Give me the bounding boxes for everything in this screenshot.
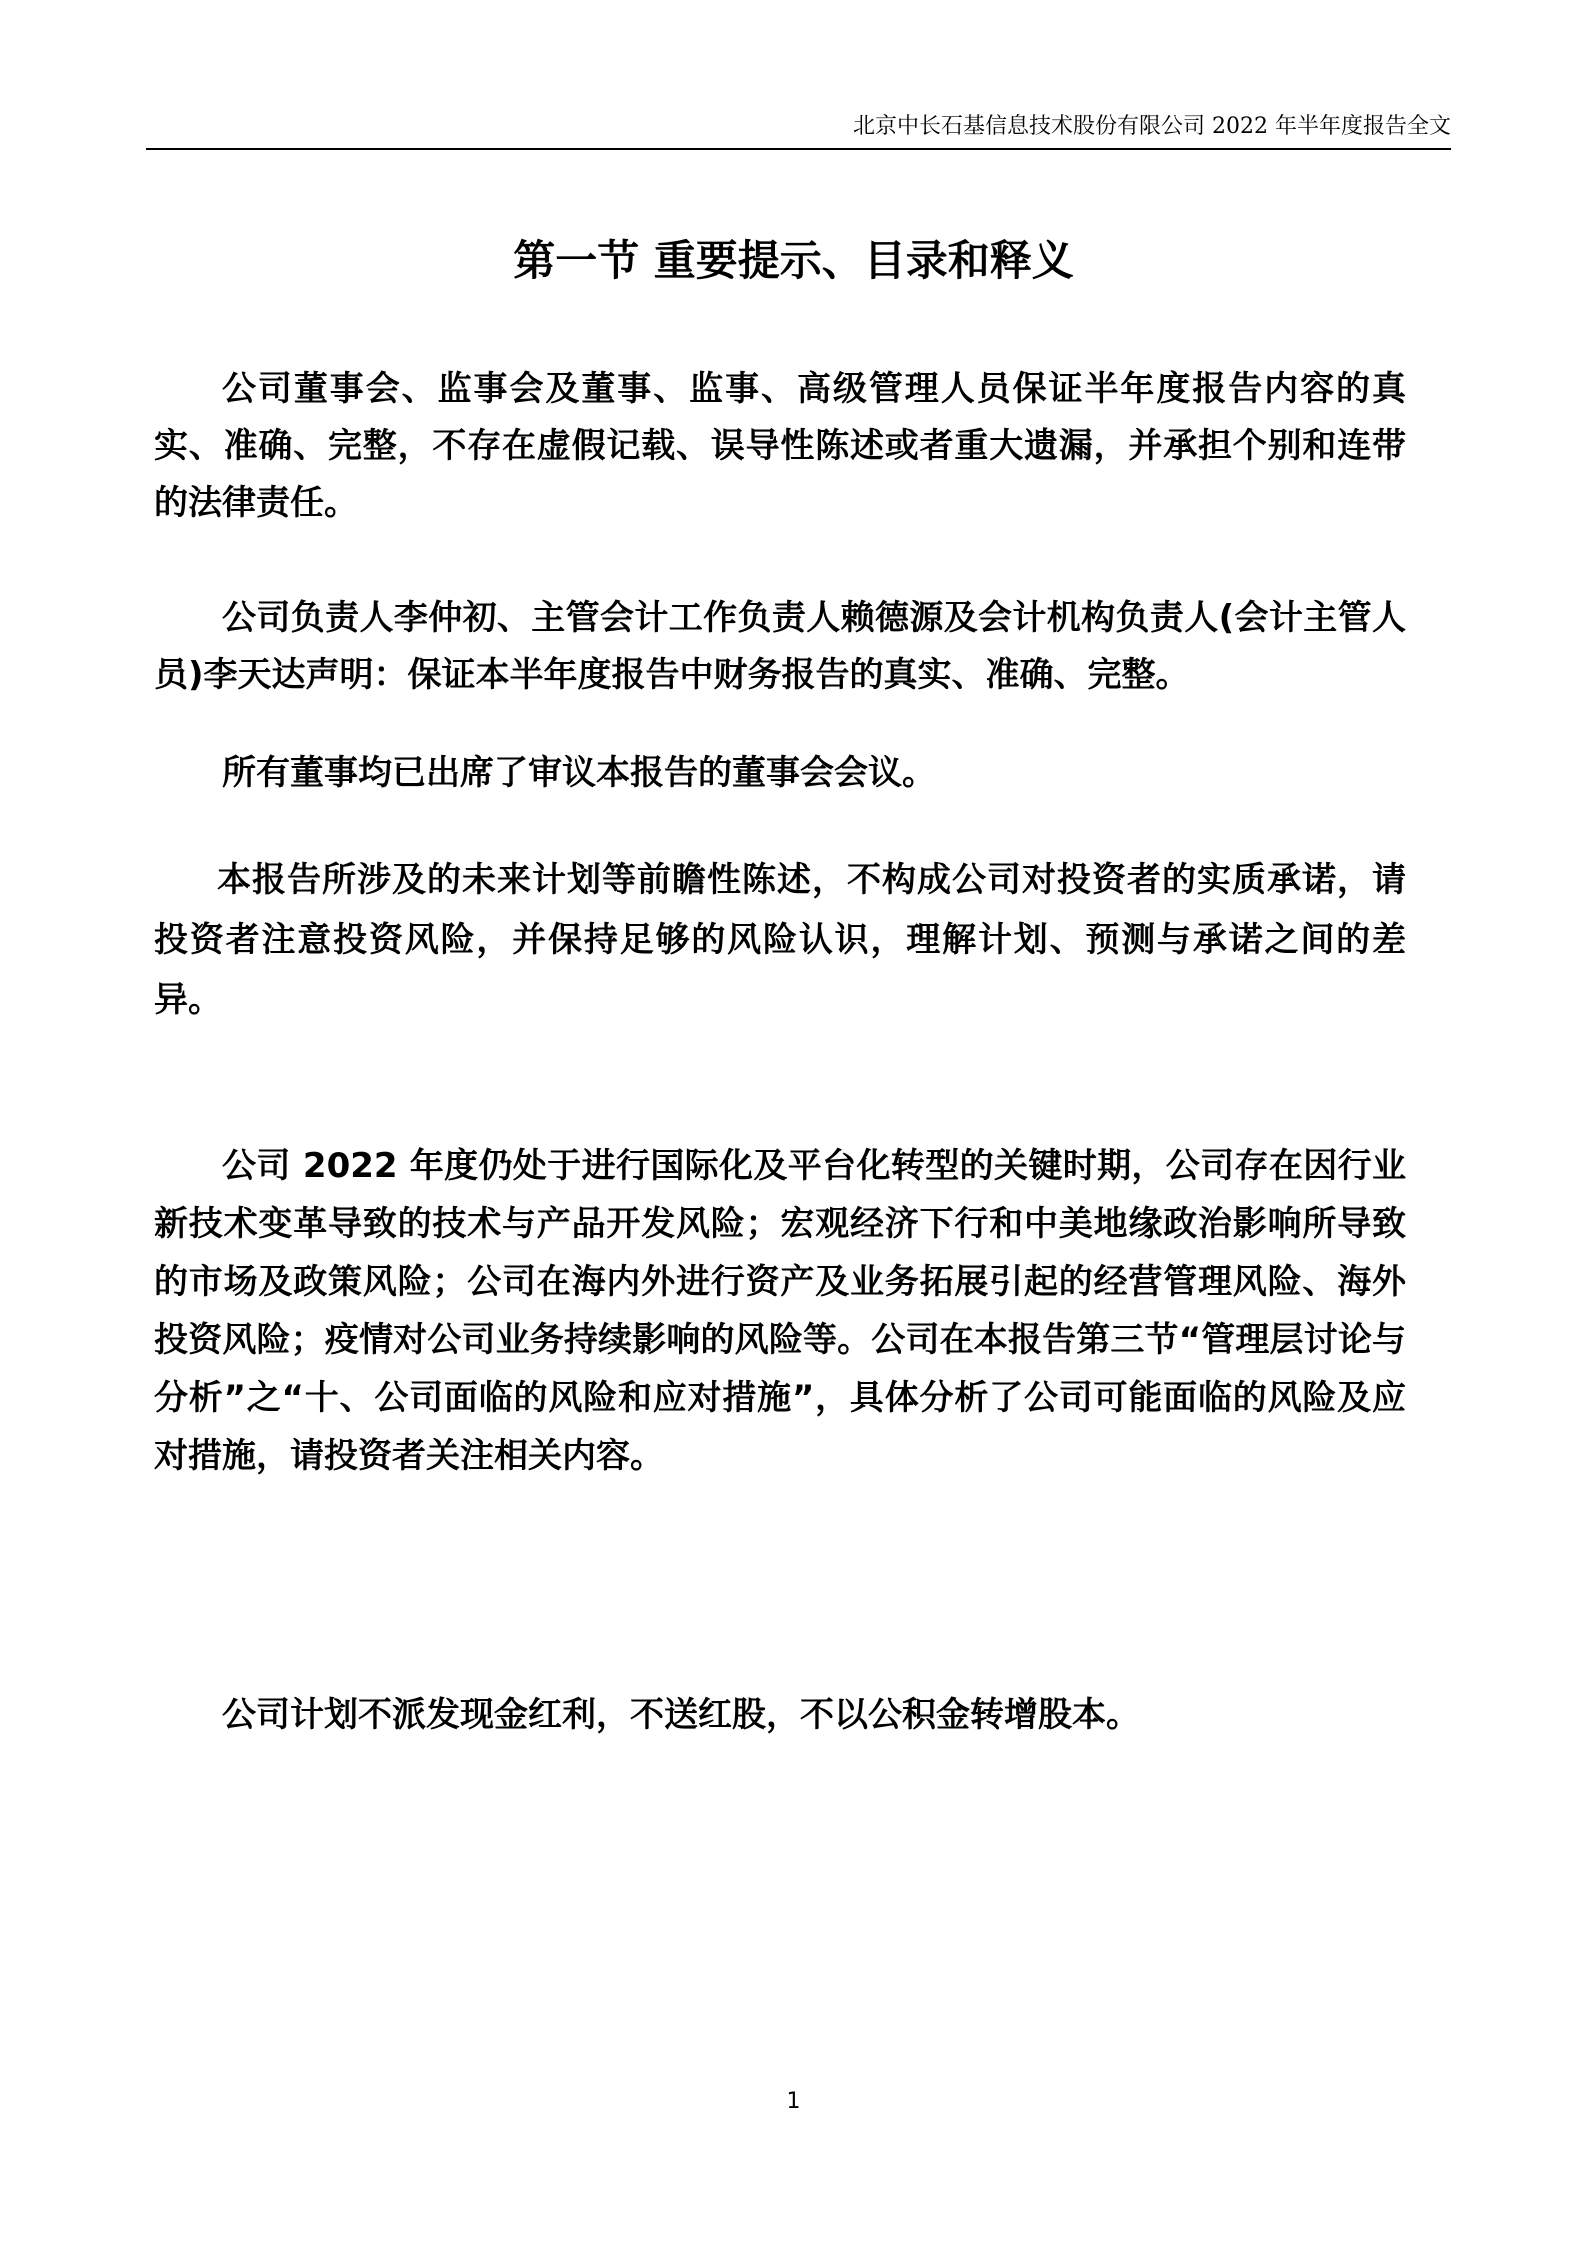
risk-disclosure-paragraph: 公司 2022 年度仍处于进行国际化及平台化转型的关键时期，公司存在因行业新技术变革导致的技术与产品开发风险；宏观经济下行和中美地缘政治影响所导致的市场及政策风险；公司在海内外进行资产及业务拓展引起的经营管理风险、海外投资风险；疫情对公司业务持续影响的风险等。公司在本报告第三节“管理层讨论与分析”之“十、公司面临的风险和应对措施”，具体分析了公司可能面临的风险及应对措施，请投资者关注相关内容。 <box>154 1146 1406 1476</box>
page-number: 1 <box>786 2089 801 2114</box>
header-divider <box>146 148 1451 150</box>
responsible-persons-statement: 公司负责人李仲初、主管会计工作负责人赖德源及会计机构负责人(会计主管人员)李天达声明：保证本半年度报告中财务报告的真实、准确、完整。 <box>154 598 1406 695</box>
forward-looking-disclaimer: 本报告所涉及的未来计划等前瞻性陈述，不构成公司对投资者的实质承诺，请投资者注意投资风险，并保持足够的风险认识，理解计划、预测与承诺之间的差异。 <box>154 860 1406 1020</box>
board-guarantee-paragraph: 公司董事会、监事会及董事、监事、高级管理人员保证半年度报告内容的真实、准确、完整，不存在虚假记载、误导性陈述或者重大遗漏，并承担个别和连带的法律责任。 <box>154 369 1406 523</box>
running-header: 北京中长石基信息技术股份有限公司 2022 年半年度报告全文 <box>853 114 1451 139</box>
section-title: 第一节 重要提示、目录和释义 <box>513 236 1074 285</box>
dividend-plan-paragraph: 公司计划不派发现金红利，不送红股，不以公积金转增股本。 <box>222 1695 1140 1735</box>
directors-attendance-paragraph: 所有董事均已出席了审议本报告的董事会会议。 <box>222 753 936 793</box>
